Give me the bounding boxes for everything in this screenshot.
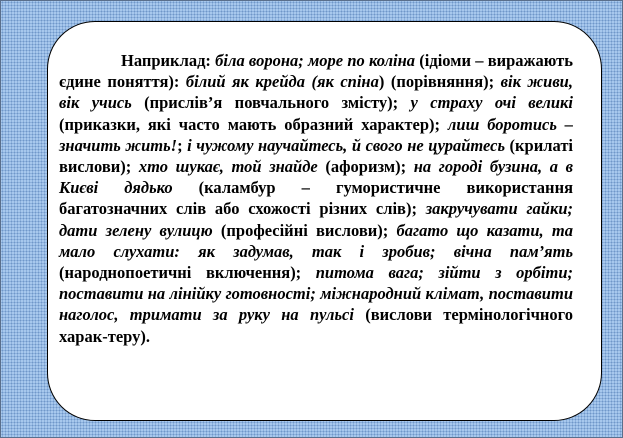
commentary-text: ; [177,135,188,155]
example-phrase: вік живи, вік учись [59,72,573,113]
commentary-text: (прислів’я повчального змісту); [131,93,411,113]
example-phrase: у страху очі великі [410,93,573,113]
example-paragraph [59,50,573,347]
commentary-text: (каламбур – гумористичне використання багатозначних слів або схожості різних слів); [59,178,574,219]
commentary-text: Наприклад: [121,51,216,70]
example-phrase: і чужому научайтесь, й свого не цурайтесь [187,135,505,155]
commentary-text: (вислови термінологічного харак-теру). [59,305,573,346]
example-phrase: хто шукає, той знайде [138,157,318,177]
example-phrase: біла ворона; море по коліна [215,51,416,70]
commentary-text: ) (порівняння); [378,72,501,92]
commentary-text: (крилаті вислови); [59,135,574,177]
commentary-text: (народнопоетичні включення); [59,263,316,283]
example-phrase: на городі бузина, а в Києві дядько [59,157,573,198]
example-phrase: багато що казати, та мало слухати: як задумав, так і зробив; вічна пам’ять [59,220,573,261]
example-phrase: питома вага; зійти з орбіти; поставити на лінійку готовності; міжнародний клімат, поставити наголос, тримати за руку на пульсі [59,263,573,325]
example-phrase: білий як крейда (як спіна [185,72,379,92]
commentary-text: (афоризм); [317,157,414,177]
commentary-text: (професійні вислови); [212,220,397,240]
commentary-text: (приказки, які часто мають образний характер); [59,114,448,134]
commentary-text: (ідіоми – виражають єдине поняття): [59,51,573,92]
example-phrase: закручувати гайки; дати зелену вулицю [59,199,573,240]
example-phrase: лиш боротись – значить жить! [59,114,574,155]
